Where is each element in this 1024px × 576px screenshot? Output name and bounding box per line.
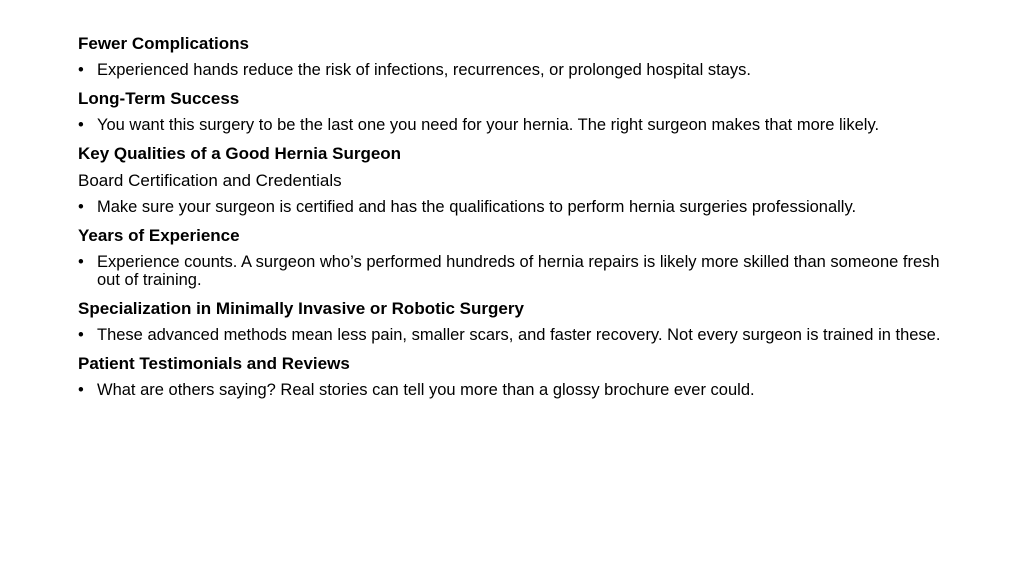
bullet-text: Experience counts. A surgeon who’s performed hundreds of hernia repairs is likely more skilled than someone fresh out of training. (97, 253, 940, 289)
section-heading: Years of Experience (78, 226, 240, 245)
bullet-marker: • (78, 326, 84, 344)
section-heading: Specialization in Minimally Invasive or Robotic Surgery (78, 299, 524, 318)
bullet-marker: • (78, 381, 84, 399)
subsection-label: Board Certification and Credentials (78, 171, 342, 190)
section-heading: Fewer Complications (78, 34, 249, 53)
bullet-item (78, 381, 958, 399)
bullet-marker: • (78, 253, 84, 271)
section-heading: Patient Testimonials and Reviews (78, 354, 350, 373)
bullet-text: Make sure your surgeon is certified and has the qualifications to perform hernia surgeries professionally. (97, 198, 857, 216)
bullet-item (78, 198, 958, 216)
bullet-item (78, 253, 958, 289)
bullet-text: What are others saying? Real stories can tell you more than a glossy brochure ever could. (97, 381, 755, 399)
bullet-marker: • (78, 61, 84, 79)
bullet-item (78, 116, 958, 134)
section-heading: Key Qualities of a Good Hernia Surgeon (78, 144, 402, 163)
slide-content (78, 34, 958, 409)
section-heading: Long-Term Success (78, 89, 240, 108)
bullet-item (78, 326, 958, 344)
bullet-item (78, 61, 958, 79)
bullet-text: Experienced hands reduce the risk of infections, recurrences, or prolonged hospital stays. (97, 61, 751, 79)
bullet-marker: • (78, 198, 84, 216)
bullet-text: You want this surgery to be the last one you need for your hernia. The right surgeon makes that more likely. (97, 116, 880, 134)
bullet-marker: • (78, 116, 84, 134)
bullet-text: These advanced methods mean less pain, smaller scars, and faster recovery. Not every surgeon is trained in these. (97, 326, 941, 344)
